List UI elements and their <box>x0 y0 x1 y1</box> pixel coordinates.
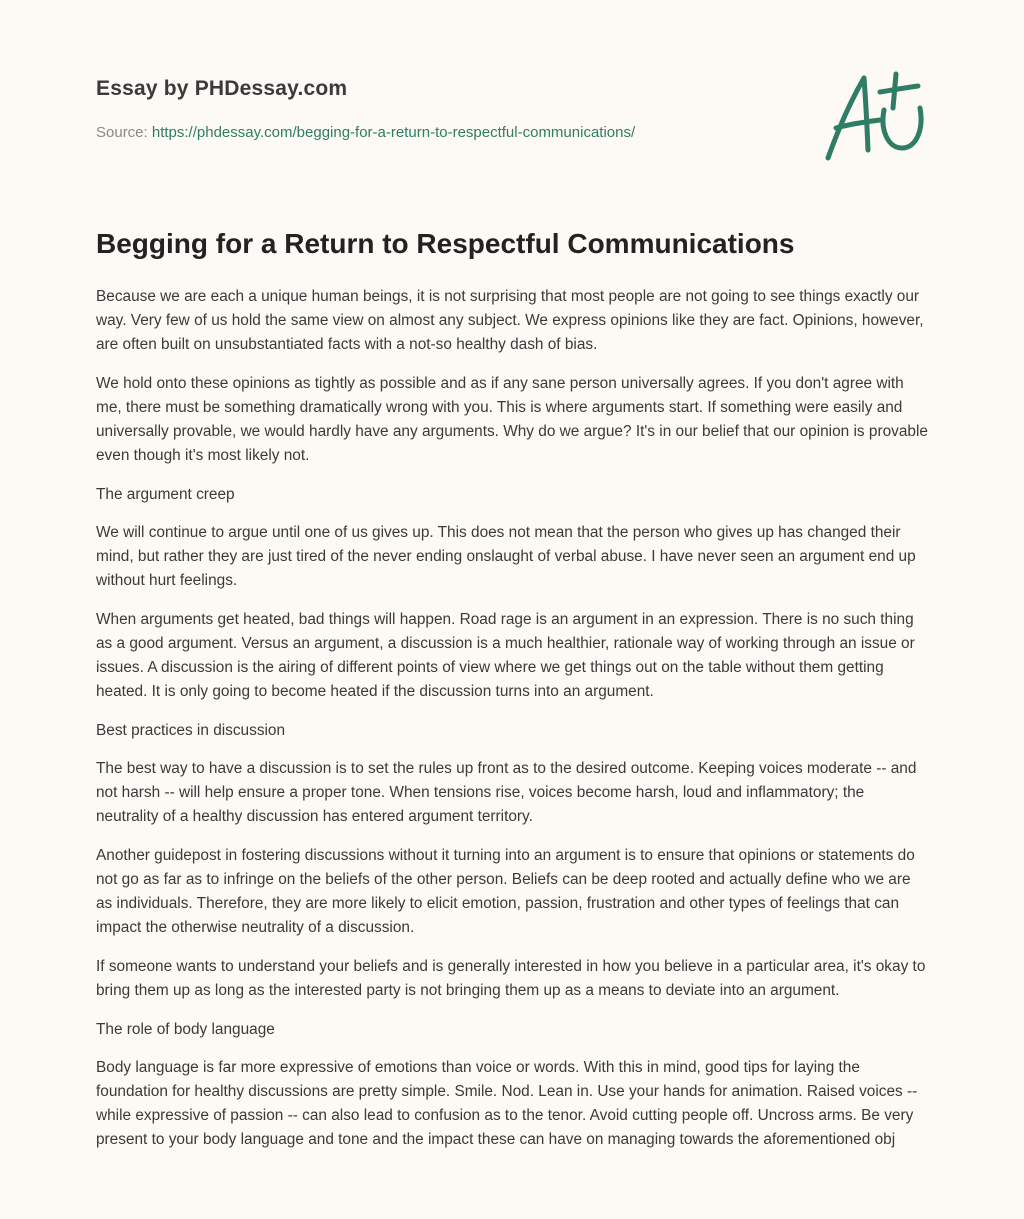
section-heading: The argument creep <box>96 486 235 503</box>
paragraph: When arguments get heated, bad things will happen. Road rage is an argument in an expression. There is no such thing as a good argument. Versus an argument, a discussion is a much healthier, rationale way of working through an issue or issues. A discussion is the airing of different points of view where we get things out on the table without them getting heated. It is only going to become heated if the discussion turns into an argument. <box>96 611 915 700</box>
source-line <box>96 124 635 141</box>
paragraph: Body language is far more expressive of emotions than voice or words. With this in mind, good tips for laying the foundation for healthy discussions are pretty simple. Smile. Nod. Lean in. Use your hands for animation. Raised voices -- while expressive of passion -- can also lead to confusion as to the tenor. Avoid cutting people off. Uncross arms. Be very present to your body language and tone and the impact these can have on managing towards the aforementioned obj <box>96 1059 918 1148</box>
a-plus-logo-icon <box>820 68 930 168</box>
section-heading: Best practices in discussion <box>96 722 286 739</box>
essay-body <box>96 285 928 1167</box>
source-link[interactable]: https://phdessay.com/begging-for-a-return-to-respectful-communications/ <box>151 124 636 141</box>
paragraph: We hold onto these opinions as tightly as possible and as if any sane person universally agrees. If you don't agree with me, there must be something dramatically wrong with you. This is where arguments start. If something were easily and universally provable, we would hardly have any arguments. Why do we argue? It's in our belief that our opinion is provable even though it's most likely not. <box>96 375 928 464</box>
source-label: Source: <box>96 124 148 141</box>
paragraph: We will continue to argue until one of us gives up. This does not mean that the person who gives up has changed their mind, but rather they are just tired of the never ending onslaught of verbal abuse. I have never seen an argument end up without hurt feelings. <box>96 524 916 589</box>
paragraph: Another guidepost in fostering discussions without it turning into an argument is to ensure that opinions or statements do not go as far as to infringe on the beliefs of the other person. Beliefs can be deep rooted and actually define who we are as individuals. Therefore, they are more likely to elicit emotion, passion, frustration and other types of feelings that can impact the otherwise neutrality of a discussion. <box>96 847 915 936</box>
paragraph: The best way to have a discussion is to set the rules up front as to the desired outcome. Keeping voices moderate -- and not harsh -- will help ensure a proper tone. When tensions rise, voices become harsh, loud and inflammatory; the neutrality of a healthy discussion has entered argument territory. <box>96 760 917 825</box>
essay-page <box>96 0 928 1148</box>
page-header <box>96 0 928 200</box>
paragraph: Because we are each a unique human beings, it is not surprising that most people are not going to see things exactly our way. Very few of us hold the same view on almost any subject. We express opinions like they are fact. Opinions, however, are often built on unsubstantiated facts with a not-so healthy dash of bias. <box>96 288 924 353</box>
paragraph: If someone wants to understand your beliefs and is generally interested in how you believe in a particular area, it's okay to bring them up as long as the interested party is not bringing them up as a means to deviate into an argument. <box>96 958 926 999</box>
brand-title: Essay by PHDessay.com <box>96 77 348 100</box>
essay-title: Begging for a Return to Respectful Communications <box>96 228 795 259</box>
section-heading: The role of body language <box>96 1021 275 1038</box>
